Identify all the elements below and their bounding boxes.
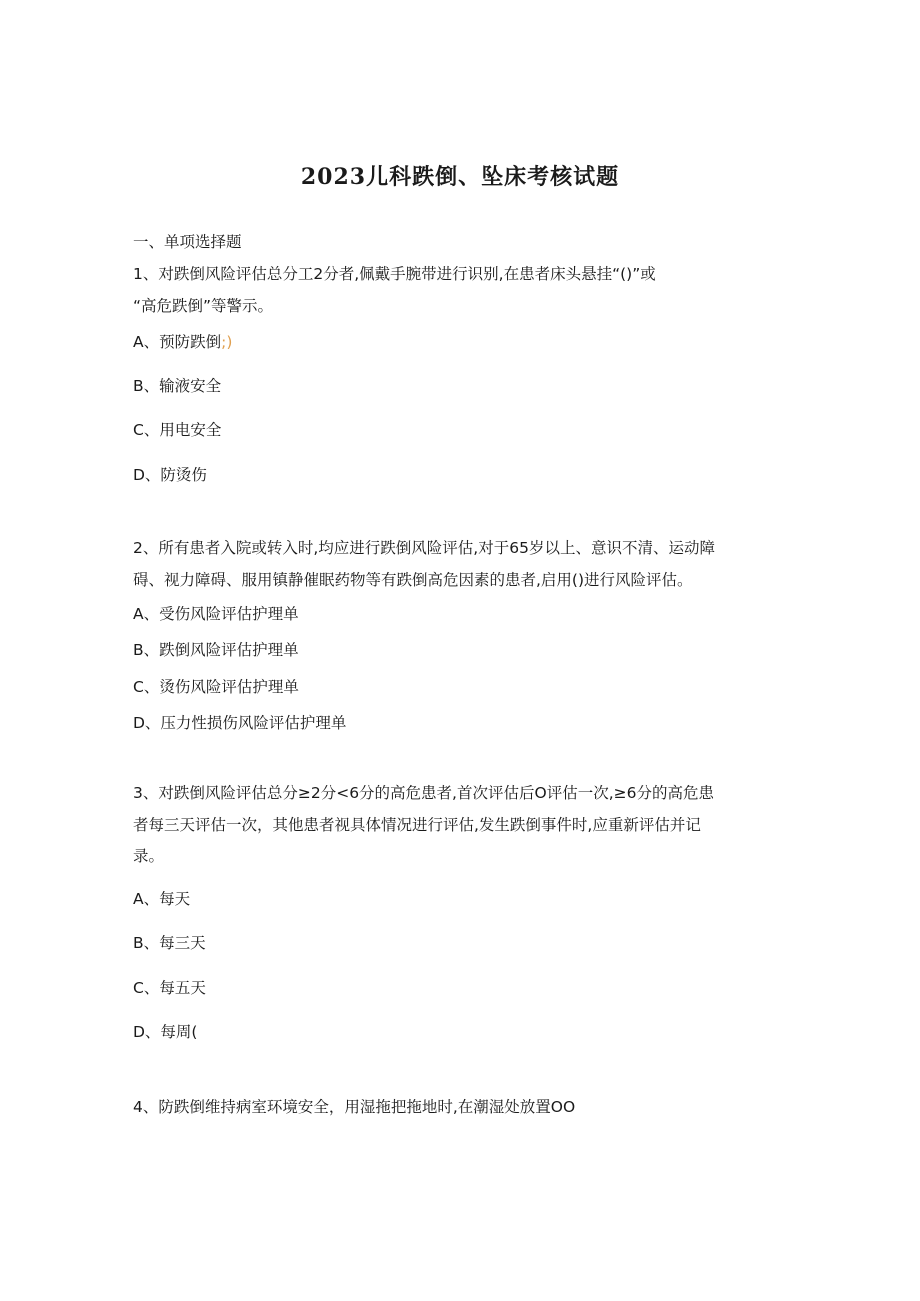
question-1-option-b: B、输液安全 [133,377,222,395]
question-1-option-a [133,332,232,352]
question-1-text-line-1: 1、对跌倒风险评估总分工2分者,佩戴手腕带进行识别,在患者床头悬挂“()”或 [133,265,656,283]
question-4-text-line-1: 4、防跌倒维持病室环境安全，用湿拖把拖地时,在潮湿处放置OO [133,1098,576,1116]
question-3-option-a: A、每天 [133,890,191,908]
question-3-option-b: B、每三天 [133,934,206,952]
question-2-text-line-1: 2、所有患者入院或转入时,均应进行跌倒风险评估,对于65岁以上、意识不清、运动障 [133,539,715,557]
question-3-option-d: D、每周( [133,1023,198,1041]
question-1-option-c: C、用电安全 [133,421,222,439]
option-label: A、预防跌倒 [133,333,222,351]
question-1-option-d: D、防烫伤 [133,466,207,484]
answer-mark: ;) [221,333,233,351]
question-3-text-line-3: 录。 [133,847,165,865]
question-3-text-line-1: 3、对跌倒风险评估总分≥2分<6分的高危患者,首次评估后O评估一次,≥6分的高危患 [133,784,714,802]
question-2-option-d: D、压力性损伤风险评估护理单 [133,714,347,732]
page-title: 2023儿科跌倒、坠床考核试题 [300,164,620,190]
section-heading: 一、单项选择题 [133,233,242,251]
question-2-option-a: A、受伤风险评估护理单 [133,605,299,623]
question-2-option-c: C、烫伤风险评估护理单 [133,678,299,696]
question-2-option-b: B、跌倒风险评估护理单 [133,641,299,659]
question-2-text-line-2: 碍、视力障碍、服用镇静催眠药物等有跌倒高危因素的患者,启用()进行风险评估。 [133,571,693,589]
question-3-option-c: C、每五天 [133,979,206,997]
question-1-text-line-2: “高危跌倒”等警示。 [133,297,274,315]
question-3-text-line-2: 者每三天评估一次，其他患者视具体情况进行评估,发生跌倒事件时,应重新评估并记 [133,816,701,834]
